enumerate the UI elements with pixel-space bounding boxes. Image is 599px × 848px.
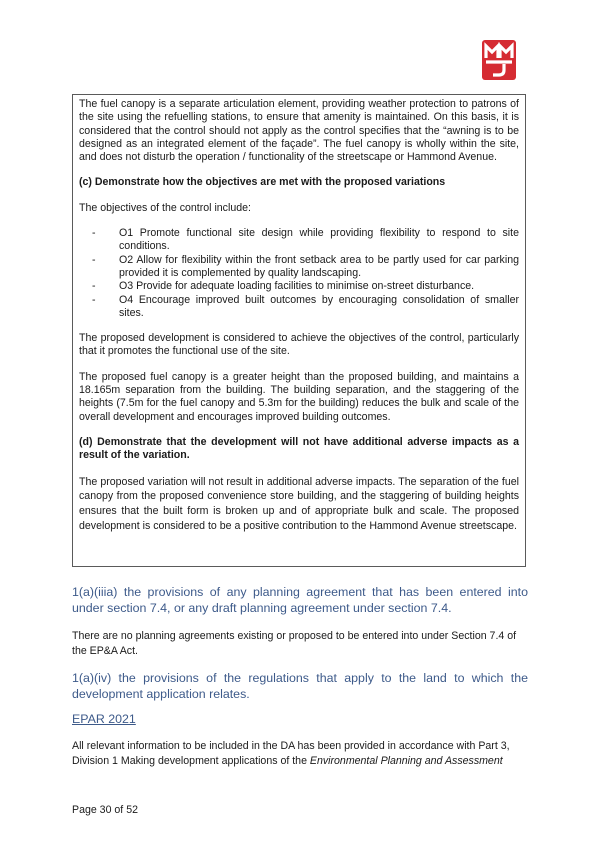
canopy-height-paragraph: The proposed fuel canopy is a greater height than the proposed building, and maintains a 18.165m separation from the building. The building separation, and the staggering of the heights (7.5m for the fuel canopy and 5.3m for the building) reduces the bulk and scale of the overall development and encourages improved building outcomes. [79,370,519,423]
list-item: - O4 Encourage improved built outcomes by encouraging consolidation of smaller sites. [79,294,519,321]
objectives-achieved-paragraph: The proposed development is considered to achieve the objectives of the control, particularly that it promotes the functional use of the site. [79,332,519,358]
variation-justification-box [72,94,526,567]
regulations-body-text: All relevant information to be included in the DA has been provided in accordance with Part 3, Division 1 Making development applications of the [72,740,510,767]
objectives-list [79,227,519,320]
heading-adverse-impacts: (d) Demonstrate that the development will not have additional adverse impacts as a result of the variation. [79,435,519,462]
epar-2021-link[interactable]: EPAR 2021 [72,712,136,726]
heading-objectives: (c) Demonstrate how the objectives are met with the proposed variations [79,176,446,189]
adverse-impacts-paragraph: The proposed variation will not result in additional adverse impacts. The separation of the fuel canopy from the proposed convenience store building, and the staggering of building heights ensures that the built form is broken up and of appropriate bulk and scale. The proposed development is considered to be a positive contribution to the Hammond Avenue streetscape. [79,475,519,532]
regulations-body-italic: Environmental Planning and Assessment [309,754,503,767]
regulations-body [72,739,528,768]
list-item: - O3 Provide for adequate loading facilities to minimise on-street disturbance. [79,280,519,293]
section-heading-regulations: 1(a)(iv) the provisions of the regulations that apply to the land to which the development application relates. [72,671,528,701]
section-heading-planning-agreement: 1(a)(iiia) the provisions of any planning agreement that has been entered into under section 7.4, or any draft planning agreement under section 7.4. [72,585,528,615]
list-item: - O2 Allow for flexibility within the front setback area to be partly used for car parking provided it is complemented by quality landscaping. [79,254,519,281]
page-number: Page 30 of 52 [72,804,138,816]
planning-agreement-body: There are no planning agreements existing or proposed to be entered into under Section 7.4 of the EP&A Act. [72,630,517,657]
objectives-intro: The objectives of the control include: [79,201,251,214]
mmj-logo [482,40,516,80]
fuel-canopy-paragraph: The fuel canopy is a separate articulation element, providing weather protection to patrons of the site using the refuelling stations, to ensure that amenity is maintained. On this basis, it is considered that the control should not apply as the control specifies that the “awning is to be designed as an integrated element of the façade”. The fuel canopy is wholly within the site, and does not disturb the operation / functionality of the streetscape or Hammond Avenue. [79,98,519,164]
list-item: - O1 Promote functional site design while providing flexibility to respond to site conditions. [79,227,519,254]
mmj-logo-icon [482,40,516,80]
